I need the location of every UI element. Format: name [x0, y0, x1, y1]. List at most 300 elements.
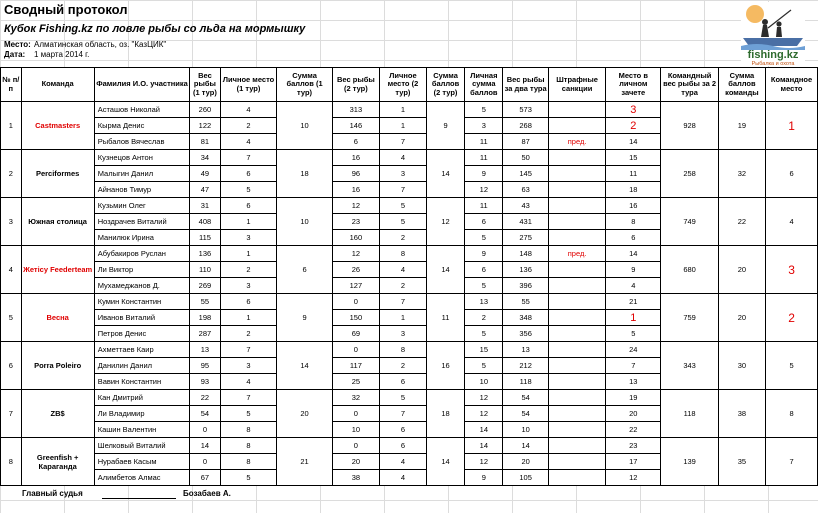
personal-points: 5 [465, 102, 503, 118]
place-round-1: 3 [220, 358, 277, 374]
total-weight: 431 [503, 214, 549, 230]
total-weight: 87 [503, 134, 549, 150]
place-round-1: 7 [220, 390, 277, 406]
penalty: пред. [549, 134, 606, 150]
participant-name: Манилюк Ирина [94, 230, 190, 246]
weight-round-1: 31 [190, 198, 220, 214]
total-weight: 136 [503, 262, 549, 278]
date-value: 1 марта 2014 г. [34, 50, 90, 59]
team-points: 38 [718, 390, 765, 438]
weight-round-2: 16 [332, 182, 380, 198]
weight-round-1: 269 [190, 278, 220, 294]
place-round-2: 1 [380, 118, 427, 134]
weight-round-1: 0 [190, 422, 220, 438]
team-points-round-1: 9 [277, 294, 332, 342]
participant-name: Мухамеджанов Д. [94, 278, 190, 294]
team-weight: 759 [661, 294, 718, 342]
place-round-1: 2 [220, 326, 277, 342]
place-round-2: 7 [380, 294, 427, 310]
penalty [549, 182, 606, 198]
weight-round-1: 54 [190, 406, 220, 422]
place-round-1: 1 [220, 246, 277, 262]
place-round-2: 5 [380, 198, 427, 214]
personal-points: 11 [465, 134, 503, 150]
weight-round-1: 93 [190, 374, 220, 390]
weight-round-1: 47 [190, 182, 220, 198]
personal-points: 6 [465, 262, 503, 278]
column-header: Фамилия И.О. участника [94, 68, 190, 102]
total-weight: 55 [503, 294, 549, 310]
team-points-round-2: 14 [426, 438, 465, 486]
personal-place: 14 [606, 134, 661, 150]
team-place: 1 [766, 102, 818, 150]
table-row [1, 102, 818, 118]
place-round-2: 8 [380, 246, 427, 262]
team-points-round-2: 14 [426, 246, 465, 294]
weight-round-1: 55 [190, 294, 220, 310]
participant-name: Кузьмин Олег [94, 198, 190, 214]
weight-round-1: 408 [190, 214, 220, 230]
team-name: Castmasters [21, 102, 94, 150]
team-points-round-2: 18 [426, 390, 465, 438]
team-name: Жетісу Feederteam [21, 246, 94, 294]
team-name: Южная столица [21, 198, 94, 246]
place-round-2: 2 [380, 358, 427, 374]
place-round-2: 5 [380, 390, 427, 406]
weight-round-2: 20 [332, 454, 380, 470]
personal-place: 8 [606, 214, 661, 230]
personal-place: 15 [606, 150, 661, 166]
column-header: Вес рыбы за два тура [503, 68, 549, 102]
personal-place: 9 [606, 262, 661, 278]
column-header: Личное место (2 тур) [380, 68, 427, 102]
penalty [549, 198, 606, 214]
participant-name: Шелковый Виталий [94, 438, 190, 454]
total-weight: 573 [503, 102, 549, 118]
place-round-1: 8 [220, 454, 277, 470]
place-round-1: 4 [220, 102, 277, 118]
penalty [549, 166, 606, 182]
participant-name: Данилин Данил [94, 358, 190, 374]
place-round-1: 6 [220, 166, 277, 182]
place-round-1: 8 [220, 422, 277, 438]
weight-round-2: 12 [332, 246, 380, 262]
place-round-1: 6 [220, 294, 277, 310]
team-number: 6 [1, 342, 22, 390]
team-name: Perciformes [21, 150, 94, 198]
team-place: 6 [766, 150, 818, 198]
place-round-1: 5 [220, 406, 277, 422]
weight-round-1: 14 [190, 438, 220, 454]
weight-round-1: 122 [190, 118, 220, 134]
personal-place: 7 [606, 358, 661, 374]
total-weight: 54 [503, 406, 549, 422]
place-round-1: 7 [220, 342, 277, 358]
place-round-1: 8 [220, 438, 277, 454]
weight-round-2: 127 [332, 278, 380, 294]
weight-round-2: 150 [332, 310, 380, 326]
team-number: 1 [1, 102, 22, 150]
team-points-round-1: 6 [277, 246, 332, 294]
table-row [1, 294, 818, 310]
weight-round-2: 12 [332, 198, 380, 214]
total-weight: 63 [503, 182, 549, 198]
place-round-2: 7 [380, 406, 427, 422]
personal-points: 11 [465, 198, 503, 214]
total-weight: 145 [503, 166, 549, 182]
team-points-round-1: 20 [277, 390, 332, 438]
participant-name: Малыгин Данил [94, 166, 190, 182]
column-header: Вес рыбы (2 тур) [332, 68, 380, 102]
participant-name: Алимбетов Алмас [94, 470, 190, 486]
personal-points: 14 [465, 438, 503, 454]
table-row [1, 150, 818, 166]
penalty [549, 294, 606, 310]
team-number: 3 [1, 198, 22, 246]
total-weight: 50 [503, 150, 549, 166]
penalty [549, 214, 606, 230]
weight-round-2: 160 [332, 230, 380, 246]
team-name: Greenfish + Караганда [21, 438, 94, 486]
participant-name: Кумин Константин [94, 294, 190, 310]
penalty [549, 342, 606, 358]
weight-round-2: 6 [332, 134, 380, 150]
team-number: 7 [1, 390, 22, 438]
weight-round-2: 23 [332, 214, 380, 230]
table-row [1, 438, 818, 454]
participant-name: Кузнецов Антон [94, 150, 190, 166]
weight-round-1: 115 [190, 230, 220, 246]
weight-round-2: 0 [332, 342, 380, 358]
personal-place: 16 [606, 198, 661, 214]
team-weight: 749 [661, 198, 718, 246]
penalty [549, 438, 606, 454]
place-round-2: 1 [380, 102, 427, 118]
total-weight: 268 [503, 118, 549, 134]
personal-place: 21 [606, 294, 661, 310]
place-round-1: 5 [220, 470, 277, 486]
participant-name: Абубакиров Руслан [94, 246, 190, 262]
personal-place: 3 [606, 102, 661, 118]
place-round-2: 4 [380, 454, 427, 470]
place-round-1: 3 [220, 278, 277, 294]
place-round-2: 1 [380, 310, 427, 326]
place-round-2: 5 [380, 214, 427, 230]
total-weight: 13 [503, 342, 549, 358]
place-round-2: 4 [380, 470, 427, 486]
personal-place: 23 [606, 438, 661, 454]
weight-round-1: 287 [190, 326, 220, 342]
place-round-2: 4 [380, 262, 427, 278]
penalty [549, 358, 606, 374]
column-header: Личное место (1 тур) [220, 68, 277, 102]
table-row [1, 342, 818, 358]
penalty [549, 422, 606, 438]
weight-round-2: 96 [332, 166, 380, 182]
team-points-round-1: 18 [277, 150, 332, 198]
team-place: 5 [766, 342, 818, 390]
column-header: № п/п [1, 68, 22, 102]
header-row [1, 68, 818, 102]
weight-round-1: 22 [190, 390, 220, 406]
penalty [549, 374, 606, 390]
total-weight: 148 [503, 246, 549, 262]
team-points: 30 [718, 342, 765, 390]
column-header: Штрафные санкции [549, 68, 606, 102]
team-points-round-1: 14 [277, 342, 332, 390]
participant-name: Асташов Николай [94, 102, 190, 118]
personal-points: 12 [465, 390, 503, 406]
participant-name: Ли Виктор [94, 262, 190, 278]
team-points-round-2: 14 [426, 150, 465, 198]
place-round-1: 3 [220, 230, 277, 246]
place-round-1: 4 [220, 134, 277, 150]
personal-points: 14 [465, 422, 503, 438]
participant-name: Кан Дмитрий [94, 390, 190, 406]
team-points-round-1: 10 [277, 102, 332, 150]
participant-name: Рыбалов Вячеслав [94, 134, 190, 150]
place-round-1: 7 [220, 150, 277, 166]
weight-round-1: 67 [190, 470, 220, 486]
participant-name: Вавин Константин [94, 374, 190, 390]
team-points-round-2: 9 [426, 102, 465, 150]
total-weight: 43 [503, 198, 549, 214]
weight-round-1: 198 [190, 310, 220, 326]
weight-round-2: 117 [332, 358, 380, 374]
venue-value: Алматинская область, оз. "КазЦИК" [34, 40, 167, 49]
weight-round-1: 110 [190, 262, 220, 278]
team-points-round-1: 10 [277, 198, 332, 246]
personal-place: 20 [606, 406, 661, 422]
column-header: Сумма баллов (1 тур) [277, 68, 332, 102]
place-round-1: 1 [220, 214, 277, 230]
personal-place: 11 [606, 166, 661, 182]
team-name: ZB$ [21, 390, 94, 438]
penalty [549, 262, 606, 278]
place-round-1: 2 [220, 262, 277, 278]
total-weight: 212 [503, 358, 549, 374]
total-weight: 14 [503, 438, 549, 454]
total-weight: 348 [503, 310, 549, 326]
results-body [1, 102, 818, 486]
weight-round-2: 0 [332, 294, 380, 310]
place-round-2: 6 [380, 422, 427, 438]
personal-place: 4 [606, 278, 661, 294]
team-number: 8 [1, 438, 22, 486]
team-points-round-2: 11 [426, 294, 465, 342]
personal-points: 5 [465, 326, 503, 342]
weight-round-1: 81 [190, 134, 220, 150]
venue-line [4, 40, 166, 49]
personal-place: 24 [606, 342, 661, 358]
place-round-1: 1 [220, 310, 277, 326]
penalty [549, 278, 606, 294]
column-header: Личная сумма баллов [465, 68, 503, 102]
venue-label: Место: [4, 40, 31, 49]
column-header: Сумма баллов (2 тур) [426, 68, 465, 102]
weight-round-2: 38 [332, 470, 380, 486]
chief-judge-name: Бозабаев А. [183, 489, 231, 498]
team-points: 35 [718, 438, 765, 486]
personal-place: 2 [606, 118, 661, 134]
table-row [1, 246, 818, 262]
penalty [549, 390, 606, 406]
weight-round-1: 136 [190, 246, 220, 262]
total-weight: 105 [503, 470, 549, 486]
column-header: Команда [21, 68, 94, 102]
place-round-2: 7 [380, 134, 427, 150]
personal-place: 14 [606, 246, 661, 262]
penalty [549, 470, 606, 486]
personal-place: 5 [606, 326, 661, 342]
personal-place: 19 [606, 390, 661, 406]
column-header: Сумма баллов команды [718, 68, 765, 102]
participant-name: Айнанов Тимур [94, 182, 190, 198]
team-points-round-2: 16 [426, 342, 465, 390]
weight-round-2: 32 [332, 390, 380, 406]
place-round-2: 3 [380, 166, 427, 182]
place-round-1: 4 [220, 374, 277, 390]
personal-points: 12 [465, 454, 503, 470]
team-weight: 928 [661, 102, 718, 150]
penalty [549, 118, 606, 134]
total-weight: 118 [503, 374, 549, 390]
personal-points: 6 [465, 214, 503, 230]
weight-round-1: 34 [190, 150, 220, 166]
personal-points: 3 [465, 118, 503, 134]
weight-round-2: 146 [332, 118, 380, 134]
weight-round-2: 26 [332, 262, 380, 278]
place-round-2: 8 [380, 342, 427, 358]
team-points: 20 [718, 294, 765, 342]
weight-round-1: 49 [190, 166, 220, 182]
team-points-round-1: 21 [277, 438, 332, 486]
team-points: 19 [718, 102, 765, 150]
total-weight: 10 [503, 422, 549, 438]
logo-graphic [741, 2, 805, 66]
team-number: 4 [1, 246, 22, 294]
personal-points: 11 [465, 150, 503, 166]
team-place: 7 [766, 438, 818, 486]
weight-round-2: 25 [332, 374, 380, 390]
weight-round-1: 95 [190, 358, 220, 374]
weight-round-2: 10 [332, 422, 380, 438]
personal-points: 5 [465, 230, 503, 246]
total-weight: 356 [503, 326, 549, 342]
personal-points: 9 [465, 246, 503, 262]
penalty [549, 102, 606, 118]
participant-name: Ноздрачев Виталий [94, 214, 190, 230]
personal-points: 2 [465, 310, 503, 326]
place-round-1: 6 [220, 198, 277, 214]
table-row [1, 198, 818, 214]
weight-round-2: 0 [332, 438, 380, 454]
team-weight: 680 [661, 246, 718, 294]
penalty [549, 406, 606, 422]
team-points-round-2: 12 [426, 198, 465, 246]
weight-round-2: 313 [332, 102, 380, 118]
personal-points: 12 [465, 406, 503, 422]
participant-name: Кырма Денис [94, 118, 190, 134]
personal-points: 5 [465, 358, 503, 374]
weight-round-1: 0 [190, 454, 220, 470]
competition-subtitle: Кубок Fishing.kz по ловле рыбы со льда на мормышку [4, 23, 306, 35]
team-number: 5 [1, 294, 22, 342]
column-header: Вес рыбы (1 тур) [190, 68, 220, 102]
penalty [549, 454, 606, 470]
personal-points: 9 [465, 166, 503, 182]
team-place: 8 [766, 390, 818, 438]
personal-place: 6 [606, 230, 661, 246]
total-weight: 396 [503, 278, 549, 294]
column-header: Командный вес рыбы за 2 тура [661, 68, 718, 102]
weight-round-2: 0 [332, 406, 380, 422]
team-points: 32 [718, 150, 765, 198]
fisherman-boat-logo [741, 2, 805, 66]
team-place: 3 [766, 246, 818, 294]
weight-round-2: 69 [332, 326, 380, 342]
personal-place: 12 [606, 470, 661, 486]
penalty [549, 150, 606, 166]
personal-points: 5 [465, 278, 503, 294]
participant-name: Ли Владимир [94, 406, 190, 422]
team-number: 2 [1, 150, 22, 198]
participant-name: Кашин Валентин [94, 422, 190, 438]
place-round-1: 5 [220, 182, 277, 198]
total-weight: 54 [503, 390, 549, 406]
team-weight: 139 [661, 438, 718, 486]
team-points: 20 [718, 246, 765, 294]
personal-points: 12 [465, 182, 503, 198]
date-line [4, 50, 89, 59]
column-header: Место в личном зачете [606, 68, 661, 102]
weight-round-1: 260 [190, 102, 220, 118]
personal-place: 13 [606, 374, 661, 390]
personal-points: 15 [465, 342, 503, 358]
place-round-2: 6 [380, 438, 427, 454]
results-table [0, 67, 818, 486]
personal-place: 18 [606, 182, 661, 198]
personal-place: 22 [606, 422, 661, 438]
penalty [549, 310, 606, 326]
logo-caption: Рыбалка и охота [751, 61, 795, 66]
chief-judge-label: Главный судья [22, 489, 83, 498]
date-label: Дата: [4, 50, 26, 59]
personal-points: 10 [465, 374, 503, 390]
personal-points: 9 [465, 470, 503, 486]
team-place: 4 [766, 198, 818, 246]
place-round-2: 4 [380, 150, 427, 166]
signature-line [102, 498, 176, 499]
team-weight: 118 [661, 390, 718, 438]
penalty: пред. [549, 246, 606, 262]
place-round-2: 3 [380, 326, 427, 342]
place-round-2: 2 [380, 278, 427, 294]
table-row [1, 390, 818, 406]
team-name: Porra Poleiro [21, 342, 94, 390]
column-header: Командное место [766, 68, 818, 102]
personal-points: 13 [465, 294, 503, 310]
participant-name: Ахметтаев Каир [94, 342, 190, 358]
penalty [549, 326, 606, 342]
personal-place: 1 [606, 310, 661, 326]
team-weight: 258 [661, 150, 718, 198]
team-weight: 343 [661, 342, 718, 390]
team-name: Весна [21, 294, 94, 342]
personal-place: 17 [606, 454, 661, 470]
place-round-1: 2 [220, 118, 277, 134]
page-title: Сводный протокол [4, 2, 128, 17]
